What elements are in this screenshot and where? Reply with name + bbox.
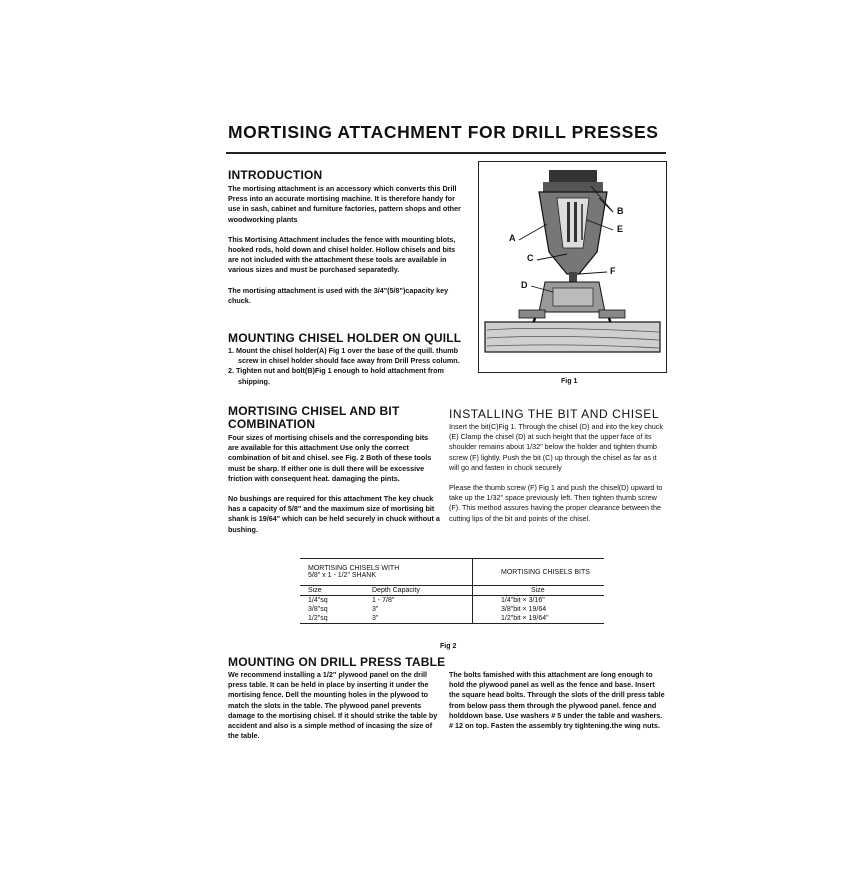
figure-1-caption: Fig 1 [561, 378, 578, 385]
mounting-table-left-column [228, 670, 440, 741]
table-cell-size: 1/4"sq [308, 597, 328, 604]
table-cell-bit: 1/4"bit × 3/16" [473, 596, 605, 606]
mounting-step-2: 2. Tighten nut and bolt(B)Fig 1 enough to hold attachment from shipping. [228, 366, 444, 386]
table-cell-bit: 1/2"bit × 19/64" [473, 614, 605, 624]
table-header-chisels-line-1: MORTISING CHISELS WITH [308, 565, 400, 572]
drill-press-mortising-drawing [479, 162, 666, 372]
table-cell-bit: 3/8"bit × 19/64 [473, 605, 605, 614]
table-header-chisels [300, 559, 473, 586]
chisel-bit-combination-paragraph-1: Four sizes of mortising chisels and the corresponding bits are available for this attachment Use only the correct combination of bit and chisel. see Fig. 2 Both of these tools must be sharp. If either one is dull there will be excessive friction with consequent heat. damaging the pints. [228, 433, 432, 483]
figure-label-c: C [527, 253, 534, 263]
table-header-chisels-line-2: 5/8" x 1 - 1/2" SHANK [308, 572, 376, 579]
installing-bit-chisel-section [449, 408, 667, 524]
chisel-bit-combination-heading-line-1: MORTISING CHISEL AND BIT [228, 404, 400, 418]
table-cell-depth: 3" [372, 606, 379, 613]
table-col-bit-size: Size [473, 586, 605, 596]
table-col-depth: Depth Capacity [364, 586, 473, 596]
figure-label-b: B [617, 206, 624, 216]
chisel-bit-table [300, 558, 604, 624]
introduction-heading: INTRODUCTION [228, 168, 323, 182]
title-rule [226, 152, 666, 154]
chisel-bit-combination-paragraph-2: No bushings are required for this attachment The key chuck has a capacity of 5/8" and the maximum size of mortising bit shank is 19/64" which can be held securely in chuck without a bushing. [228, 494, 440, 534]
figure-2-caption: Fig 2 [440, 643, 457, 650]
introduction-paragraph-2: This Mortising Attachment includes the fence with mounting blots, hooked rods, hold down and chisel holder. Hollow chisels and bits are not included with the attachment these tools are available in various sizes and must be purchased separatedly. [228, 234, 456, 275]
mounting-chisel-holder-section [228, 332, 468, 387]
introduction-section [228, 169, 464, 306]
installing-heading: INSTALLING THE BIT AND CHISEL [449, 407, 660, 421]
figure-label-f: F [610, 266, 616, 276]
figure-label-d: D [521, 280, 528, 290]
figure-label-e: E [617, 224, 624, 234]
table-cell-size: 1/2"sq [308, 615, 328, 622]
mounting-step-1: 1. Mount the chisel holder(A) Fig 1 over the base of the quill. thumb screw in chisel holder should face away from Drill Press column. [228, 346, 460, 366]
table-col-size: Size [300, 586, 364, 596]
mounting-table-paragraph-right: The bolts famished with this attachment are long enough to hold the plywood panel as well as the fence and base. Insert the square head bolts. Through the slots of the drill press table from below pass them through the plywood panel. fence and holddown base. Use washers # 5 under the table and washers. # 12 on top. Fasten the assembly try tightening.the wing nuts. [449, 670, 665, 731]
mounting-table-section [228, 656, 668, 669]
table-row [300, 605, 604, 614]
table-cell-size: 3/8"sq [308, 606, 328, 613]
chisel-bit-combination-heading-line-2: COMBINATION [228, 417, 316, 431]
figure-label-a: A [509, 233, 516, 243]
table-row [300, 596, 604, 606]
mounting-table-paragraph-left: We recommend installing a 1/2" plywood panel on the drill press table. It can be held in place by inserting it under the mortising fence. Dell the mounting holes in the plywood to match the slots in the table. The plywood panel prevents damage to the mortising chisel. If it should strike the table by accident and also is a simple method of incasing the size of the table. [228, 670, 438, 741]
figure-1-illustration [478, 161, 667, 373]
table-header-bits: MORTISING CHISELS BITS [473, 559, 605, 586]
installing-paragraph-2: Please the thumb screw (F) Fig 1 and push the chisel(D) upward to take up the 1/32" space previously left. Then tighten thumb screw (F). This method assures having the proper clearance between the cutting lips of the bit and points of the chisel. [449, 483, 663, 523]
introduction-paragraph-1: The mortising attachment is an accessory which converts this Drill Press into an accurate mortising machine. It is therefore handy for use in sash, cabinet and furniture factories, pattern shops and other woodworking plants [228, 184, 461, 224]
installing-paragraph-1: Insert the bit(C)Fig 1. Through the chisel (D) and into the key chuck (E) Clamp the chisel (D) at such height that the upper face of its shoulder remains about 1/32" below the holder and tighten thumb screw (F) lightly. Push the bit (C) up through the chisel as far as it will go and fasten in chuck securely [449, 422, 663, 472]
table-cell-depth: 3" [372, 615, 379, 622]
chisel-bit-combination-section [228, 405, 440, 535]
table-row [300, 614, 604, 624]
mounting-table-heading: MOUNTING ON DRILL PRESS TABLE [228, 655, 446, 669]
table-cell-depth: 1 - 7/8" [372, 597, 395, 604]
mounting-table-right-column [449, 670, 667, 731]
page-title: MORTISING ATTACHMENT FOR DRILL PRESSES [228, 122, 659, 142]
introduction-paragraph-3: The mortising attachment is used with the 3/4"(5/8")capacity key chuck. [228, 285, 449, 305]
mounting-chisel-holder-heading: MOUNTING CHISEL HOLDER ON QUILL [228, 331, 462, 345]
